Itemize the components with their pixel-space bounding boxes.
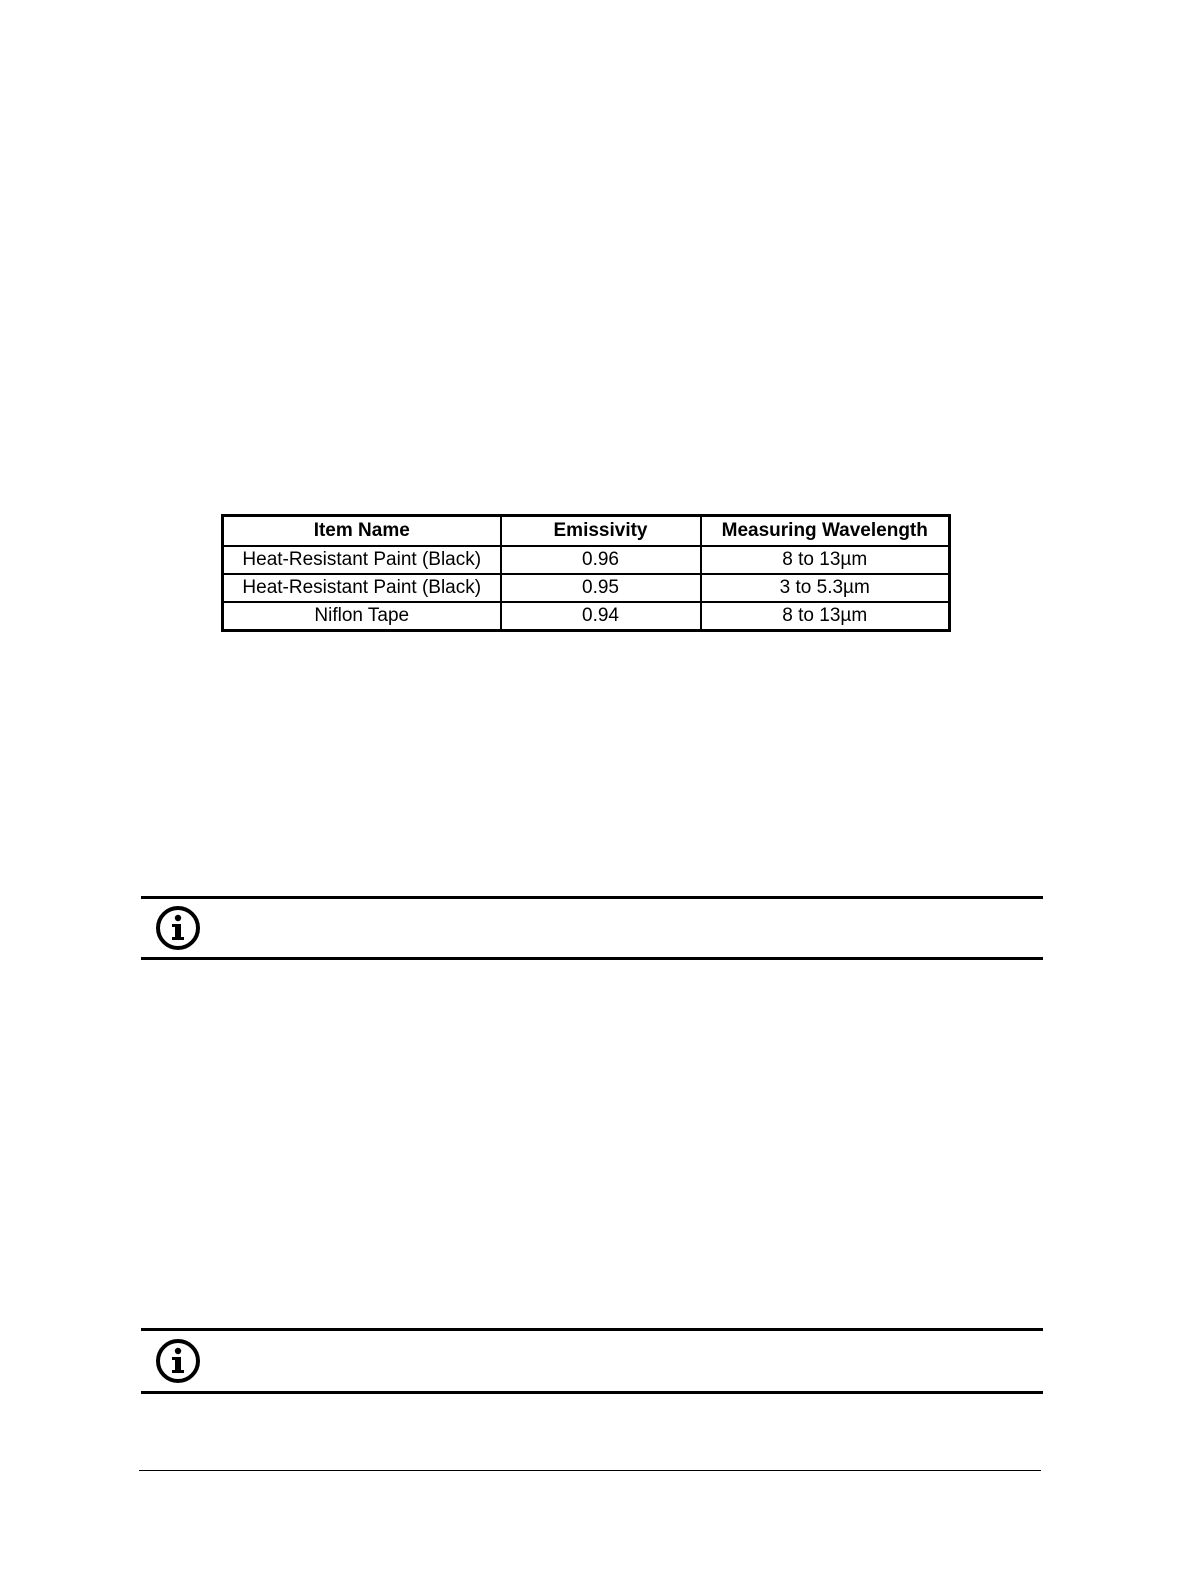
header-emissivity: Emissivity bbox=[501, 516, 701, 547]
cell-emissivity: 0.95 bbox=[501, 574, 701, 602]
cell-item-name: Heat-Resistant Paint (Black) bbox=[223, 546, 501, 574]
cell-measuring-wavelength: 3 to 5.3µm bbox=[701, 574, 950, 602]
emissivity-table bbox=[221, 514, 951, 632]
table-header-row bbox=[223, 516, 950, 547]
table-row bbox=[223, 574, 950, 602]
table-row bbox=[223, 602, 950, 631]
info-icon bbox=[155, 905, 201, 951]
cell-measuring-wavelength: 8 to 13µm bbox=[701, 546, 950, 574]
cell-emissivity: 0.96 bbox=[501, 546, 701, 574]
cell-measuring-wavelength: 8 to 13µm bbox=[701, 602, 950, 631]
cell-item-name: Heat-Resistant Paint (Black) bbox=[223, 574, 501, 602]
info-note-1 bbox=[141, 896, 1043, 960]
table-row bbox=[223, 546, 950, 574]
footer-divider bbox=[139, 1470, 1041, 1471]
cell-item-name: Niflon Tape bbox=[223, 602, 501, 631]
header-measuring-wavelength: Measuring Wavelength bbox=[701, 516, 950, 547]
cell-emissivity: 0.94 bbox=[501, 602, 701, 631]
info-note-2 bbox=[141, 1328, 1043, 1394]
info-icon bbox=[155, 1338, 201, 1384]
header-item-name: Item Name bbox=[223, 516, 501, 547]
